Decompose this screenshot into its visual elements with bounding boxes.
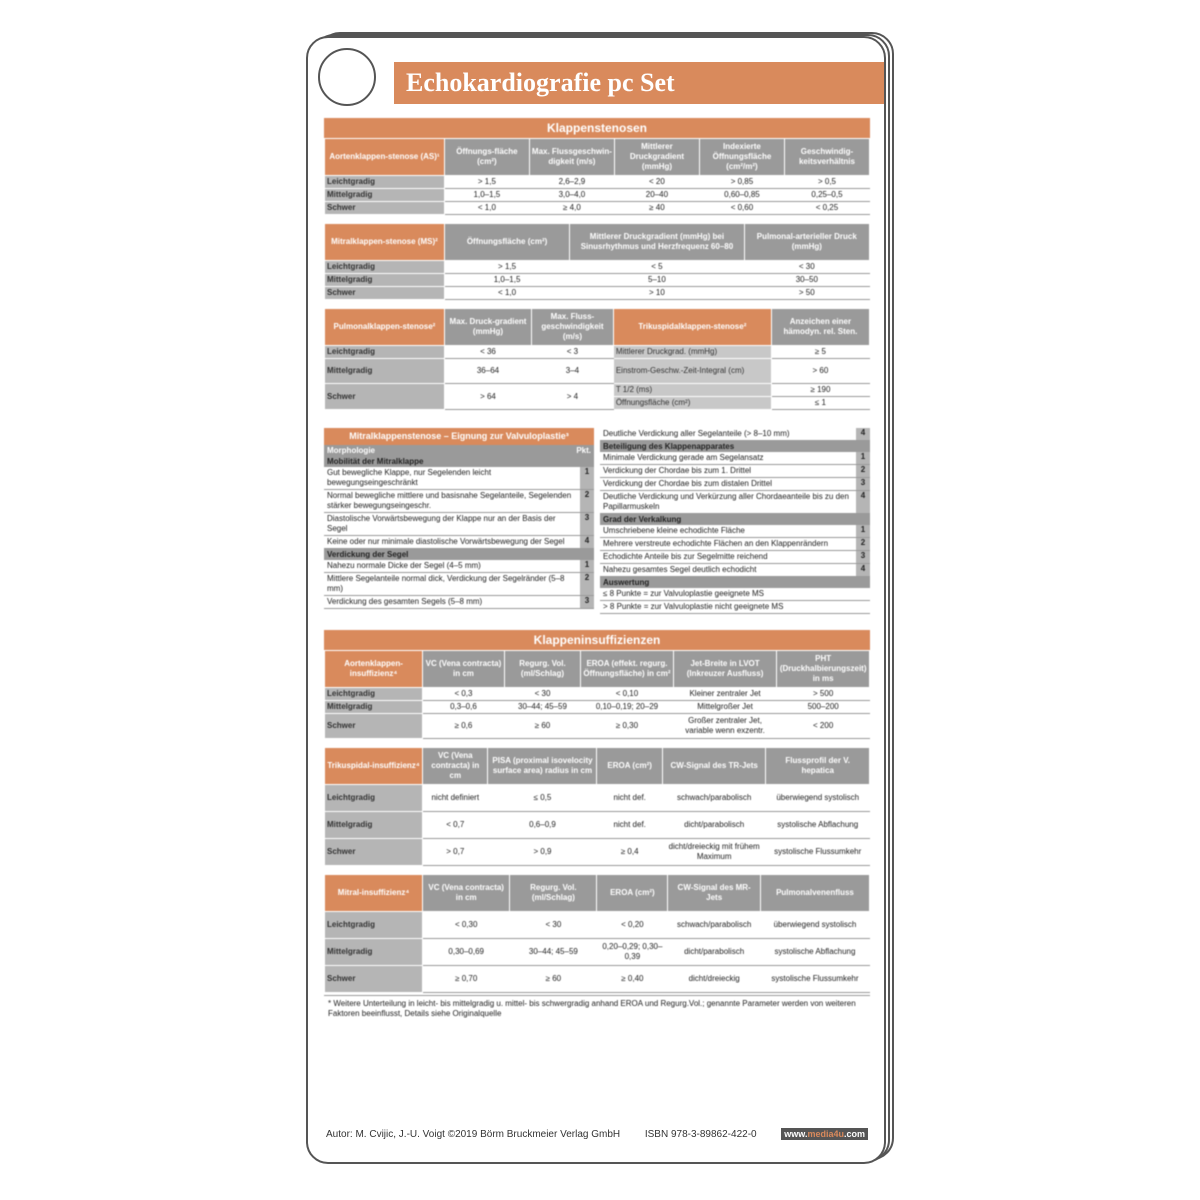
points-label: Pkt. xyxy=(576,446,591,455)
row-label: Mittlerer Druckgrad. (mmHg) xyxy=(613,346,771,359)
table-cell: > 50 xyxy=(744,287,869,300)
row-label: T 1/2 (ms) xyxy=(613,384,771,397)
media4u-logo xyxy=(781,1128,868,1140)
ti-label: Trikuspidal-insuffizienz⁴ xyxy=(325,748,423,785)
table-header: PHT (Druckhalbierungszeit) in ms xyxy=(777,651,870,688)
table-cell: 0,6–0,9 xyxy=(488,812,597,839)
table-cell: ≥ 190 xyxy=(771,384,869,397)
item-text: Normal bewegliche mittlere und basisnahe Segelanteile, Segelenden stärker bewegungseingeschr. xyxy=(327,491,572,510)
table-cell: > 500 xyxy=(777,688,870,701)
table-cell: 0,10–0,19; 20–29 xyxy=(581,701,674,714)
valvuloplastie-heading: Mitralklappenstenose – Eignung zur Valvuloplastie³ xyxy=(324,428,594,445)
row-label: Schwer xyxy=(325,966,423,993)
list-item xyxy=(600,538,870,551)
table-cell: systolische Flussumkehr xyxy=(760,966,869,993)
table-cell: nicht definiert xyxy=(423,785,488,812)
row-label: Öffnungsfläche (cm²) xyxy=(613,397,771,410)
table-cell: ≥ 0,6 xyxy=(423,714,505,739)
table-row xyxy=(325,274,870,287)
item-text: > 8 Punkte = zur Valvuloplastie nicht geeignete MS xyxy=(603,602,784,611)
table-cell: 3,0–4,0 xyxy=(529,189,614,202)
table-cell: Kleiner zentraler Jet xyxy=(673,688,777,701)
item-text: ≤ 8 Punkte = zur Valvuloplastie geeignete MS xyxy=(603,589,765,598)
item-points: 3 xyxy=(580,596,594,608)
table-header: VC (Vena contracta) in cm xyxy=(423,748,488,785)
list-item xyxy=(600,588,870,601)
table-cell: 0,60–0,85 xyxy=(699,189,784,202)
row-label: Leichtgradig xyxy=(325,346,445,359)
table-header: Max. Fluss-geschwindigkeit (m/s) xyxy=(532,309,614,346)
item-text: Echodichte Anteile bis zur Segelmitte reichend xyxy=(603,552,768,561)
table-cell: dicht/parabolisch xyxy=(668,939,761,966)
section-heading-stenosen: Klappenstenosen xyxy=(324,118,870,138)
list-item xyxy=(600,465,870,478)
as-label: Aortenklappen-stenose (AS)¹ xyxy=(325,139,445,176)
item-text: Diastolische Vorwärtsbewegung der Klappe nur an der Basis der Segel xyxy=(327,514,556,533)
valvuloplastie-section xyxy=(324,428,870,614)
table-header: Mittlerer Druckgradient (mmHg) bei Sinusrhythmus und Herzfrequenz 60–80 xyxy=(570,224,744,261)
table-cell: ≥ 0,40 xyxy=(597,966,668,993)
table-row xyxy=(325,189,870,202)
table-row xyxy=(325,384,870,397)
table-cell: ≥ 0,4 xyxy=(597,839,662,866)
row-label: Schwer xyxy=(325,714,423,739)
row-label: Schwer xyxy=(325,839,423,866)
table-cell: schwach/parabolisch xyxy=(668,912,761,939)
table-cell: > 0,7 xyxy=(423,839,488,866)
mi-table xyxy=(324,874,870,993)
table-header: Regurg. Vol. (ml/Schlag) xyxy=(510,875,597,912)
table-row xyxy=(325,346,870,359)
item-points: 1 xyxy=(856,525,870,537)
table-cell: 0,30–0,69 xyxy=(423,939,510,966)
table-cell: ≥ 0,30 xyxy=(581,714,674,739)
ai-table xyxy=(324,650,870,739)
table-row xyxy=(325,839,870,866)
table-cell: < 0,60 xyxy=(699,202,784,215)
item-text: Minimale Verdickung gerade am Segelansatz xyxy=(603,453,764,462)
table-row xyxy=(325,939,870,966)
table-header: CW-Signal des TR-Jets xyxy=(662,748,766,785)
table-cell: < 0,7 xyxy=(423,812,488,839)
item-points: 1 xyxy=(580,560,594,572)
table-header: Geschwindig-keitsverhältnis xyxy=(784,139,869,176)
item-points: 2 xyxy=(856,465,870,477)
ms-label: Mitralklappen-stenose (MS)² xyxy=(325,224,445,261)
table-header: VC (Vena contracta) in cm xyxy=(423,651,505,688)
as-table xyxy=(324,138,870,215)
item-text: Mehrere verstreute echodichte Flächen an den Klappenrändern xyxy=(603,539,829,548)
card-content xyxy=(324,118,870,1022)
table-cell: > 10 xyxy=(570,287,744,300)
table-cell: 2,6–2,9 xyxy=(529,176,614,189)
table-cell: < 5 xyxy=(570,261,744,274)
table-header: Indexierte Öffnungsfläche (cm²/m²) xyxy=(699,139,784,176)
row-label: Leichtgradig xyxy=(325,688,423,701)
list-item xyxy=(324,513,594,536)
list-item xyxy=(600,564,870,577)
table-row xyxy=(325,966,870,993)
table-header: EROA (cm²) xyxy=(597,875,668,912)
table-cell: nicht def. xyxy=(597,785,662,812)
table-row xyxy=(325,785,870,812)
table-row xyxy=(325,202,870,215)
table-header: Flussprofil der V. hepatica xyxy=(766,748,870,785)
table-cell: ≤ 0,5 xyxy=(488,785,597,812)
table-header: EROA (cm²) xyxy=(597,748,662,785)
group-heading: Beteiligung des Klappenapparates xyxy=(600,441,870,452)
row-label: Schwer xyxy=(325,287,445,300)
row-label: Schwer xyxy=(325,202,445,215)
item-text: Nahezu gesamtes Segel deutlich echodicht xyxy=(603,565,757,574)
table-cell: 5–10 xyxy=(570,274,744,287)
ps-label: Pulmonalklappen-stenose² xyxy=(325,309,445,346)
item-text: Mittlere Segelanteile normal dick, Verdickung der Segelränder (5–8 mm) xyxy=(327,574,565,593)
table-cell: > 0,85 xyxy=(699,176,784,189)
table-cell: ≥ 0,70 xyxy=(423,966,510,993)
table-header: Öffnungsfläche (cm²) xyxy=(444,224,569,261)
table-cell: 36–64 xyxy=(444,359,531,384)
table-cell: 1,0–1,5 xyxy=(444,189,529,202)
table-cell: ≤ 1 xyxy=(771,397,869,410)
table-cell: 0,25–0,5 xyxy=(784,189,869,202)
list-item xyxy=(324,490,594,513)
table-header: CW-Signal des MR-Jets xyxy=(668,875,761,912)
row-label: Mittelgradig xyxy=(325,274,445,287)
item-points: 4 xyxy=(856,491,870,513)
item-points: 2 xyxy=(856,538,870,550)
item-text: Keine oder nur minimale diastolische Vorwärtsbewegung der Segel xyxy=(327,537,565,546)
valvuloplastie-left xyxy=(324,428,594,614)
table-cell: < 1,0 xyxy=(444,202,529,215)
table-cell: 0,3–0,6 xyxy=(423,701,505,714)
table-header: PISA (proximal isovelocity surface area) radius in cm xyxy=(488,748,597,785)
table-row xyxy=(325,287,870,300)
table-cell: < 36 xyxy=(444,346,531,359)
table-cell: > 0,9 xyxy=(488,839,597,866)
table-cell: < 3 xyxy=(532,346,614,359)
table-cell: < 200 xyxy=(777,714,870,739)
table-cell: 1,0–1,5 xyxy=(444,274,569,287)
row-label: Mittelgradig xyxy=(325,939,423,966)
item-points: 2 xyxy=(580,490,594,512)
item-text: Deutliche Verdickung und Verkürzung aller Chordaeanteile bis zu den Papillarmuskeln xyxy=(603,492,849,511)
table-cell: 3–4 xyxy=(532,359,614,384)
footer xyxy=(326,1128,868,1140)
table-header: Mittlerer Druckgradient (mmHg) xyxy=(614,139,699,176)
table-cell: 20–40 xyxy=(614,189,699,202)
table-cell: < 30 xyxy=(504,688,580,701)
logo-tld: .com xyxy=(843,1129,865,1139)
table-cell: ≥ 60 xyxy=(510,966,597,993)
list-item xyxy=(600,491,870,514)
table-header: Anzeichen einer hämodyn. rel. Sten. xyxy=(771,309,869,346)
table-row xyxy=(325,912,870,939)
list-item xyxy=(600,601,870,614)
table-header: Max. Flussgeschwin-digkeit (m/s) xyxy=(529,139,614,176)
table-cell: Großer zentraler Jet, variable wenn exzentr. xyxy=(673,714,777,739)
row-label: Schwer xyxy=(325,384,445,410)
table-cell: > 0,5 xyxy=(784,176,869,189)
table-cell: < 0,25 xyxy=(784,202,869,215)
table-cell: < 0,3 xyxy=(423,688,505,701)
table-row xyxy=(325,812,870,839)
table-cell: < 1,0 xyxy=(444,287,569,300)
footer-isbn: ISBN 978-3-89862-422-0 xyxy=(644,1128,757,1140)
row-label: Mittelgradig xyxy=(325,189,445,202)
list-item xyxy=(324,560,594,573)
table-cell: ≥ 60 xyxy=(504,714,580,739)
ms-table xyxy=(324,223,870,300)
table-cell: dicht/parabolisch xyxy=(662,812,766,839)
morphologie-label: Morphologie xyxy=(327,446,375,455)
table-cell: ≥ 4,0 xyxy=(529,202,614,215)
mi-label: Mitral-insuffizienz⁴ xyxy=(325,875,423,912)
item-text: Verdickung der Chordae bis zum 1. Drittel xyxy=(603,466,752,475)
group-heading: Mobilität der Mitralklappe xyxy=(324,456,594,467)
table-cell: 30–44; 45–59 xyxy=(504,701,580,714)
table-cell: überwiegend systolisch xyxy=(766,785,870,812)
table-cell: systolische Abflachung xyxy=(760,939,869,966)
table-cell: Mittelgroßer Jet xyxy=(673,701,777,714)
ts-label: Trikuspidalklappen-stenose² xyxy=(613,309,771,346)
item-points: 3 xyxy=(856,551,870,563)
item-points: 2 xyxy=(580,573,594,595)
table-cell: dicht/dreieckig mit frühem Maximum xyxy=(662,839,766,866)
list-item xyxy=(324,536,594,549)
card-title: Echokardiografie pc Set xyxy=(394,62,884,104)
table-header: EROA (effekt. regurg. Öffnungsfläche) in cm² xyxy=(581,651,674,688)
table-cell: < 30 xyxy=(744,261,869,274)
table-header: Öffnungs-fläche (cm²) xyxy=(444,139,529,176)
table-cell: überwiegend systolisch xyxy=(760,912,869,939)
table-row xyxy=(325,176,870,189)
table-row xyxy=(325,701,870,714)
footer-authors: Autor: M. Cvijic, J.-U. Voigt ©2019 Börm Bruckmeier Verlag GmbH xyxy=(326,1128,621,1140)
table-header: VC (Vena contracta) in cm xyxy=(423,875,510,912)
list-item xyxy=(600,478,870,491)
table-row xyxy=(325,688,870,701)
table-cell: < 30 xyxy=(510,912,597,939)
ps-ts-table xyxy=(324,308,870,410)
table-cell: > 60 xyxy=(771,359,869,384)
table-row xyxy=(325,261,870,274)
table-cell: nicht def. xyxy=(597,812,662,839)
table-row xyxy=(325,359,870,384)
list-item xyxy=(600,551,870,564)
list-item xyxy=(600,452,870,465)
item-text: Umschriebene kleine echodichte Fläche xyxy=(603,526,745,535)
table-cell: schwach/parabolisch xyxy=(662,785,766,812)
table-header: Jet-Breite in LVOT (Inkreuzer Ausfluss) xyxy=(673,651,777,688)
row-label: Leichtgradig xyxy=(325,261,445,274)
item-text: Gut bewegliche Klappe, nur Segelenden leicht bewegungseingeschränkt xyxy=(327,468,492,487)
item-text: Verdickung des gesamten Segels (5–8 mm) xyxy=(327,597,483,606)
morphologie-subheader xyxy=(324,445,594,456)
table-cell: > 1,5 xyxy=(444,261,569,274)
table-cell: > 4 xyxy=(532,384,614,410)
logo-domain: media4u xyxy=(807,1129,844,1139)
list-item xyxy=(324,573,594,596)
item-points: 1 xyxy=(580,467,594,489)
group-heading: Verdickung der Segel xyxy=(324,549,594,560)
item-points: 4 xyxy=(856,428,870,440)
valvuloplastie-right xyxy=(600,428,870,614)
table-cell: < 20 xyxy=(614,176,699,189)
item-points: 1 xyxy=(856,452,870,464)
row-label: Einstrom-Geschw.-Zeit-Integral (cm) xyxy=(613,359,771,384)
reference-card xyxy=(306,36,886,1164)
ai-label: Aortenklappen-insuffizienz⁴ xyxy=(325,651,423,688)
table-cell: systolische Abflachung xyxy=(766,812,870,839)
ti-table xyxy=(324,747,870,866)
footnote: * Weitere Unterteilung in leicht- bis mittelgradig u. mittel- bis schwergradig anhand EROA und Regurg.Vol.; genannte Parameter werden von weiteren Faktoren beeinflusst, Details siehe Originalquelle xyxy=(324,995,870,1022)
item-points: 4 xyxy=(856,564,870,576)
row-label: Mittelgradig xyxy=(325,701,423,714)
table-cell: > 64 xyxy=(444,384,531,410)
table-cell: 30–44; 45–59 xyxy=(510,939,597,966)
item-points: 4 xyxy=(580,536,594,548)
table-cell: dicht/dreieckig xyxy=(668,966,761,993)
item-points: 3 xyxy=(856,478,870,490)
table-cell: ≥ 40 xyxy=(614,202,699,215)
row-label: Leichtgradig xyxy=(325,912,423,939)
list-item xyxy=(600,428,870,441)
table-cell: < 0,30 xyxy=(423,912,510,939)
group-heading: Auswertung xyxy=(600,577,870,588)
table-header: Regurg. Vol. (ml/Schlag) xyxy=(504,651,580,688)
table-header: Max. Druck-gradient (mmHg) xyxy=(444,309,531,346)
row-label: Leichtgradig xyxy=(325,785,423,812)
table-cell: systolische Flussumkehr xyxy=(766,839,870,866)
row-label: Mittelgradig xyxy=(325,359,445,384)
section-heading-insuffizienzen: Klappeninsuffizienzen xyxy=(324,630,870,650)
row-label: Mittelgradig xyxy=(325,812,423,839)
item-points: 3 xyxy=(580,513,594,535)
item-text: Nahezu normale Dicke der Segel (4–5 mm) xyxy=(327,561,481,570)
list-item xyxy=(324,596,594,609)
table-cell: 500–200 xyxy=(777,701,870,714)
table-row xyxy=(325,714,870,739)
table-header: Pulmonalvenenfluss xyxy=(760,875,869,912)
list-item xyxy=(324,467,594,490)
item-text: Deutliche Verdickung aller Segelanteile (> 8–10 mm) xyxy=(603,429,790,438)
table-header: Pulmonal-arterieller Druck (mmHg) xyxy=(744,224,869,261)
table-cell: ≥ 5 xyxy=(771,346,869,359)
row-label: Leichtgradig xyxy=(325,176,445,189)
group-heading: Grad der Verkalkung xyxy=(600,514,870,525)
table-cell: < 0,10 xyxy=(581,688,674,701)
table-cell: 30–50 xyxy=(744,274,869,287)
punch-hole xyxy=(318,48,376,106)
table-cell: < 0,20 xyxy=(597,912,668,939)
table-cell: 0,20–0,29; 0,30–0,39 xyxy=(597,939,668,966)
table-cell: > 1,5 xyxy=(444,176,529,189)
item-text: Verdickung der Chordae bis zum distalen Drittel xyxy=(603,479,772,488)
logo-www: www. xyxy=(784,1129,808,1139)
list-item xyxy=(600,525,870,538)
